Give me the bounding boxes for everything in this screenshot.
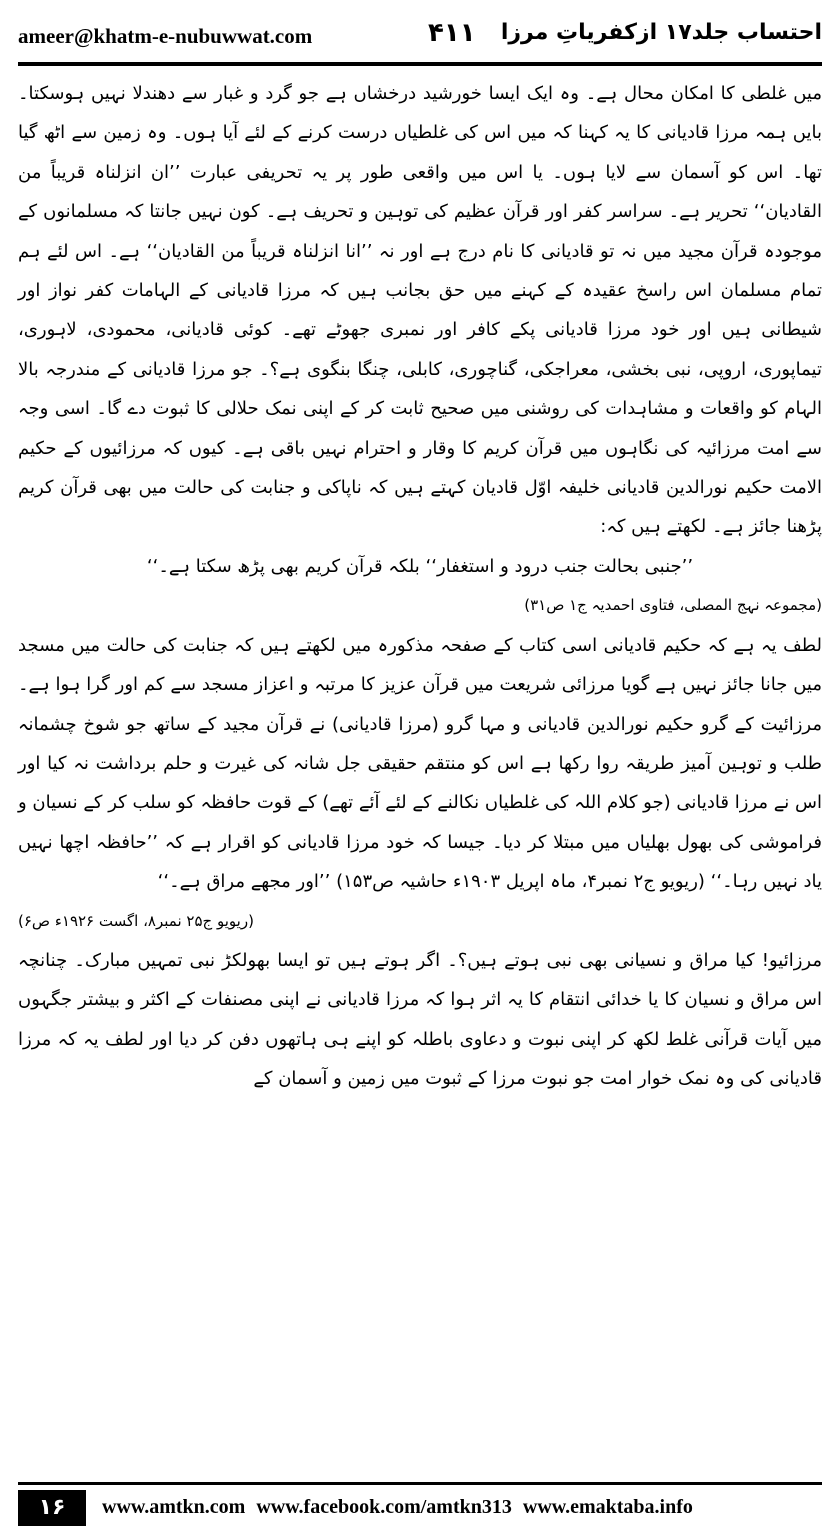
- header-title: احتساب جلد۱۷ ازکفریاتِ مرزا: [500, 20, 822, 45]
- quote-reference: (مجموعہ نہج المصلی، فتاوی احمدیہ ج۱ ص۳۱): [524, 596, 822, 615]
- footer-divider: [18, 1482, 822, 1485]
- page-footer: [18, 1490, 822, 1530]
- footer-urls: www.amtkn.com www.facebook.com/amtkn313 www.emaktaba.info: [102, 1496, 693, 1518]
- header-page-number: ۴۱۱: [428, 18, 476, 48]
- page-header: [18, 18, 822, 60]
- header-divider: [18, 62, 822, 66]
- page-body: [18, 74, 822, 1474]
- footer-page-number: ۱۶: [18, 1490, 86, 1526]
- header-email: ameer@khatm-e-nubuwwat.com: [18, 24, 313, 48]
- paragraph-2: لطف یہ ہے کہ حکیم قادیانی اسی کتاب کے صفحہ مذکورہ میں لکھتے ہیں کہ جنابت کی حالت میں مسجد میں جانا جائز نہیں ہے گویا مرزائی شریعت میں قرآن عزیز کا مرتبہ و اعزاز مسجد سے کم اور گرا ہوا ہے۔ مرزائیت کے گرو حکیم نورالدین قادیانی و مہا گرو (مرزا قادیانی) نے قرآن مجید کے ساتھ جو شوخ چشمانہ طلب و توہین آمیز طریقہ روا رکھا ہے اس کو منتقم حقیقی جل شانہ کی غیرت و حلم برداشت نہ کیا اور اس نے مرزا قادیانی (جو کلام اللہ کی غلطیاں نکالنے کے لئے آئے تھے) کے قوت حافظہ کو سلب کر کے نسیان و فراموشی کی بھول بھلیاں میں مبتلا کر دیا۔ جیسا کہ خود مرزا قادیانی کو اقرار ہے کہ ’’حافظہ اچھا نہیں یاد نہیں رہا۔‘‘ (ریویو ج۲ نمبر۴، ماہ اپریل ۱۹۰۳ء حاشیہ ص۱۵۳) ’’اور مجھے مراق ہے۔‘‘: [18, 634, 822, 893]
- paragraph-3: مرزائیو! کیا مراق و نسیانی بھی نبی ہوتے ہیں؟۔ اگر ہوتے ہیں تو ایسا بھولکڑ نبی تمہیں مبارک۔ چنانچہ اس مراق و نسیان کا یا خدائی انتقام کا یہ اثر ہوا کہ مرزا قادیانی نے اپنی مصنفات کے اکثر و بیشتر جگہوں میں آیات قرآنی غلط لکھ کر اپنی نبوت و دعاوی باطلہ کو اپنے ہی ہاتھوں دفن کر دیا اور لطف یہ کہ مرزا قادیانی کی وہ نمک خوار امت جو نبوت مرزا کے ثبوت میں زمین و آسمان کے: [18, 949, 822, 1090]
- paragraph-1: میں غلطی کا امکان محال ہے۔ وہ ایک ایسا خورشید درخشاں ہے جو گرد و غبار سے دھندلا نہیں ہوسکتا۔ بایں ہمہ مرزا قادیانی کا یہ کہنا کہ میں اس کی غلطیاں درست کرنے کے لئے آیا ہوں۔ وہ زمین سے اٹھ گیا تھا۔ اس کو آسمان سے لایا ہوں۔ یا اس میں واقعی طور پر یہ تحریفی عبارت ’’ان انزلناہ قریباً من القادیان‘‘ تحریر ہے۔ سراسر کفر اور قرآن عظیم کی توہین و تحریف ہے۔ کون نہیں جانتا کہ مسلمانوں کے موجودہ قرآن مجید میں نہ تو قادیانی کا نام درج ہے اور نہ ’’انا انزلناہ قریباً من القادیان‘‘ ہے۔ اس لئے ہم تمام مسلمان اس راسخ عقیدہ کے کہنے میں حق بجانب ہیں کہ مرزا قادیانی کے الہامات کفر نواز اور شیطانی ہیں اور خود مرزا قادیانی پکے کافر اور نمبری جھوٹے تھے۔ کوئی قادیانی، محمودی، لاہوری، تیماپوری، اروپی، نبی بخشی، معراجکی، گناچوری، کابلی، چنگا بنگوی ہے؟۔ جو مرزا قادیانی کے مندرجہ بالا الہام کو واقعات و مشاہدات کی روشنی میں صحیح ثابت کر کے اپنی نمک حلالی کا ثبوت دے گا۔ اسی وجہ سے امت مرزائیہ کی نگاہوں میں قرآن کریم کا وقار و احترام نہیں باقی ہے۔ کیوں کہ مرزائیوں کے حکیم الامت حکیم نورالدین قادیانی خلیفہ اوّل قادیان کہتے ہیں کہ ناپاکی و جنابت کی حالت میں بھی قرآن کریم پڑھنا جائز ہے۔ لکھتے ہیں کہ:: [18, 83, 822, 538]
- reference-2: (ریویو ج۲۵ نمبر۸، اگست ۱۹۲۶ء ص۶): [18, 911, 254, 930]
- quote: ’’جنبی بحالت جنب درود و استغفار‘‘ بلکہ قرآن کریم بھی پڑھ سکتا ہے۔‘‘: [146, 555, 694, 577]
